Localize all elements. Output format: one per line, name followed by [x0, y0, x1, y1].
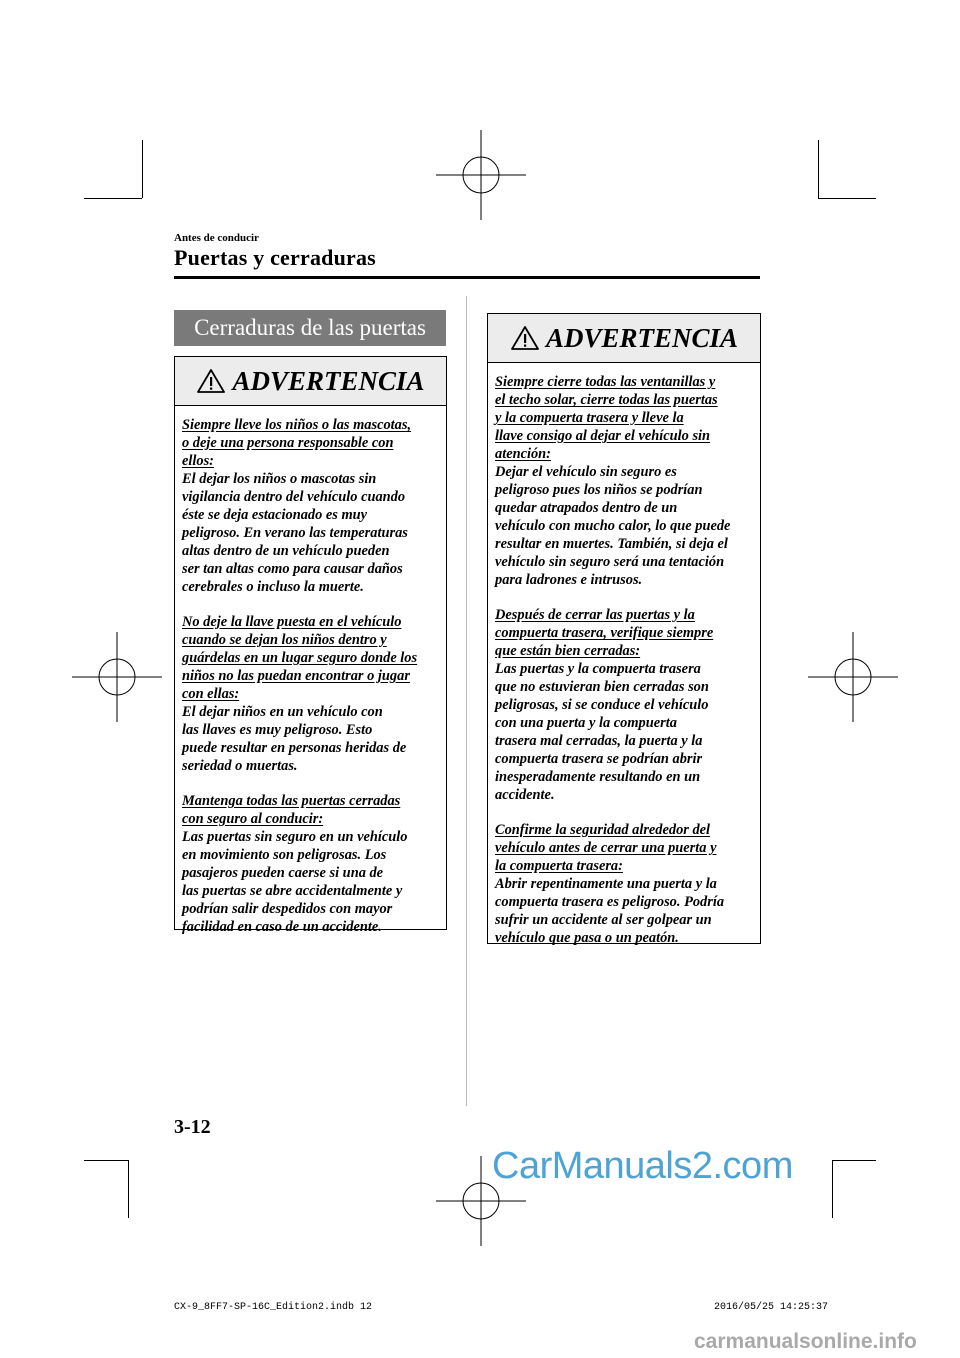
warning-heading-line: Siempre cierre todas las ventanillas y [495, 374, 716, 390]
warning-body-line: El dejar niños en un vehículo con [182, 704, 383, 720]
warning-body [175, 406, 446, 946]
warning-body-line: peligroso pues los niños se podrían [495, 482, 703, 498]
page-title: Puertas y cerraduras [174, 245, 376, 270]
warning-body-line: facilidad en caso de un accidente. [182, 919, 382, 935]
warning-heading-line: el techo solar, cierre todas las puertas [495, 392, 718, 408]
warning-header [488, 314, 760, 363]
warning-heading-line: Después de cerrar las puertas y la [495, 607, 695, 623]
warning-heading-line: compuerta trasera, verifique siempre [495, 625, 714, 641]
warning-body-line: con una puerta y la compuerta [495, 715, 677, 731]
warning-heading-line: la compuerta trasera: [495, 858, 623, 874]
warning-heading-line: o deje una persona responsable con [182, 435, 394, 451]
warning-body-line: Las puertas y la compuerta trasera [495, 661, 701, 677]
warning-heading-line: y la compuerta trasera y lleve la [495, 410, 684, 426]
warning-body-line: trasera mal cerradas, la puerta y la [495, 733, 703, 749]
section-label: Antes de conducir [174, 232, 259, 244]
warning-paragraph [495, 373, 754, 589]
warning-heading-line: Siempre lleve los niños o las mascotas, [182, 417, 412, 433]
footer-timestamp: 2016/05/25 14:25:37 [714, 1302, 829, 1313]
warning-body-line: compuerta trasera es peligroso. Podría [495, 894, 725, 910]
warning-paragraph [495, 606, 754, 804]
warning-body-line: peligrosas, si se conduce el vehículo [495, 697, 709, 713]
warning-body-line: vehículo que pasa o un peatón. [495, 930, 679, 946]
warning-body-line: altas dentro de un vehículo pueden [182, 543, 390, 559]
warning-heading-line: con ellas: [182, 686, 240, 702]
warning-header [175, 357, 446, 406]
warning-heading-line: con seguro al conducir: [182, 811, 324, 827]
warning-body-line: vehículo sin seguro será una tentación [495, 554, 725, 570]
warning-body-line: las llaves es muy peligroso. Esto [182, 722, 373, 738]
warning-body-line: accidente. [495, 787, 555, 803]
warning-body-line: inesperadamente resultando en un [495, 769, 701, 785]
registration-mark-top-icon [436, 130, 526, 220]
warning-heading-line: guárdelas en un lugar seguro donde los [182, 650, 418, 666]
warning-box-right [487, 313, 761, 944]
warning-body-line: cerebrales o incluso la muerte. [182, 579, 364, 595]
warning-body-line: seriedad o muertas. [182, 758, 298, 774]
warning-body-line: podrían salir despedidos con mayor [182, 901, 393, 917]
warning-heading-line: niños no las puedan encontrar o jugar [182, 668, 410, 684]
warning-body-line: ser tan altas como para causar daños [182, 561, 403, 577]
column-divider [466, 296, 467, 1106]
warning-heading-line: que están bien cerradas: [495, 643, 641, 659]
warning-body-line: vehículo con mucho calor, lo que puede [495, 518, 731, 534]
warning-heading-line: cuando se dejan los niños dentro y [182, 632, 387, 648]
warning-title: ADVERTENCIA [545, 322, 739, 353]
warning-body-line: en movimiento son peligrosas. Los [182, 847, 387, 863]
warning-body-line: quedar atrapados dentro de un [495, 500, 678, 516]
warning-body-line: Dejar el vehículo sin seguro es [495, 464, 677, 480]
page-number: 3-12 [174, 1116, 211, 1138]
warning-body-line: puede resultar en personas heridas de [182, 740, 407, 756]
warning-triangle-icon [196, 368, 226, 394]
warning-heading-line: No deje la llave puesta en el vehículo [182, 614, 402, 630]
warning-body-line: Abrir repentinamente una puerta y la [495, 876, 717, 892]
warning-box-left [174, 356, 447, 935]
watermark-secondary: carmanualsonline.info [694, 1330, 917, 1353]
warning-body-line: para ladrones e intrusos. [495, 572, 643, 588]
warning-heading-line: vehículo antes de cerrar una puerta y [495, 840, 717, 856]
warning-body-line: que no estuvieran bien cerradas son [495, 679, 709, 695]
warning-body-line: resultar en muertes. También, si deja el [495, 536, 728, 552]
warning-heading-line: Mantenga todas las puertas cerradas [182, 793, 401, 809]
warning-body-line: compuerta trasera se podrían abrir [495, 751, 703, 767]
warning-paragraph [182, 792, 440, 936]
registration-mark-left-icon [72, 632, 162, 722]
warning-paragraph [495, 821, 754, 947]
warning-heading-line: llave consigo al dejar el vehículo sin [495, 428, 711, 444]
warning-heading-line: Confirme la seguridad alrededor del [495, 822, 711, 838]
registration-mark-right-icon [808, 632, 898, 722]
warning-body [488, 363, 760, 957]
warning-triangle-icon [510, 325, 540, 351]
warning-paragraph [182, 613, 440, 775]
warning-body-line: vigilancia dentro del vehículo cuando [182, 489, 406, 505]
warning-body-line: sufrir un accidente al ser golpear un [495, 912, 712, 928]
warning-body-line: las puertas se abre accidentalmente y [182, 883, 403, 899]
warning-body-line: Las puertas sin seguro en un vehículo [182, 829, 408, 845]
warning-heading-line: ellos: [182, 453, 214, 469]
section-heading: Cerraduras de las puertas [174, 310, 446, 346]
warning-body-line: peligroso. En verano las temperaturas [182, 525, 408, 541]
warning-paragraph [182, 416, 440, 596]
warning-body-line: éste se deja estacionado es muy [182, 507, 368, 523]
warning-body-line: pasajeros pueden caerse si una de [182, 865, 384, 881]
watermark-primary: CarManuals2.com [492, 1145, 793, 1187]
footer-file-info: CX-9_8FF7-SP-16C_Edition2.indb 12 [174, 1302, 373, 1313]
title-rule [174, 276, 760, 279]
warning-body-line: El dejar los niños o mascotas sin [182, 471, 377, 487]
warning-heading-line: atención: [495, 446, 551, 462]
warning-title: ADVERTENCIA [232, 365, 425, 396]
